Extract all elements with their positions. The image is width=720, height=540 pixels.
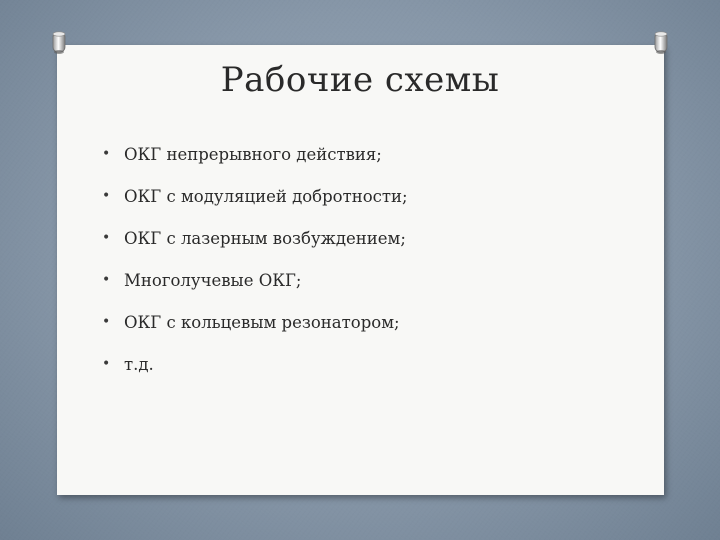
list-item-text: Многолучевые ОКГ; — [124, 270, 302, 290]
list-item-text: ОКГ непрерывного действия; — [124, 144, 382, 164]
list-item — [102, 175, 408, 217]
list-item — [102, 301, 408, 343]
pin-left-icon — [49, 30, 69, 56]
list-item-text: т.д. — [124, 354, 154, 374]
pin-right-icon — [651, 30, 671, 56]
list-item — [102, 259, 408, 301]
list-item — [102, 343, 408, 385]
bullet-icon: • — [102, 146, 111, 162]
bullet-list — [102, 133, 408, 385]
list-item — [102, 217, 408, 259]
list-item-text: ОКГ с лазерным возбуждением; — [124, 228, 406, 248]
bullet-icon: • — [102, 188, 111, 204]
slide-title: Рабочие схемы — [220, 60, 500, 100]
bullet-icon: • — [102, 272, 111, 288]
bullet-icon: • — [102, 314, 111, 330]
list-item-text: ОКГ с модуляцией добротности; — [124, 186, 408, 206]
list-item-text: ОКГ с кольцевым резонатором; — [124, 312, 400, 332]
list-item — [102, 133, 408, 175]
bullet-icon: • — [102, 230, 111, 246]
bullet-icon: • — [102, 356, 111, 372]
